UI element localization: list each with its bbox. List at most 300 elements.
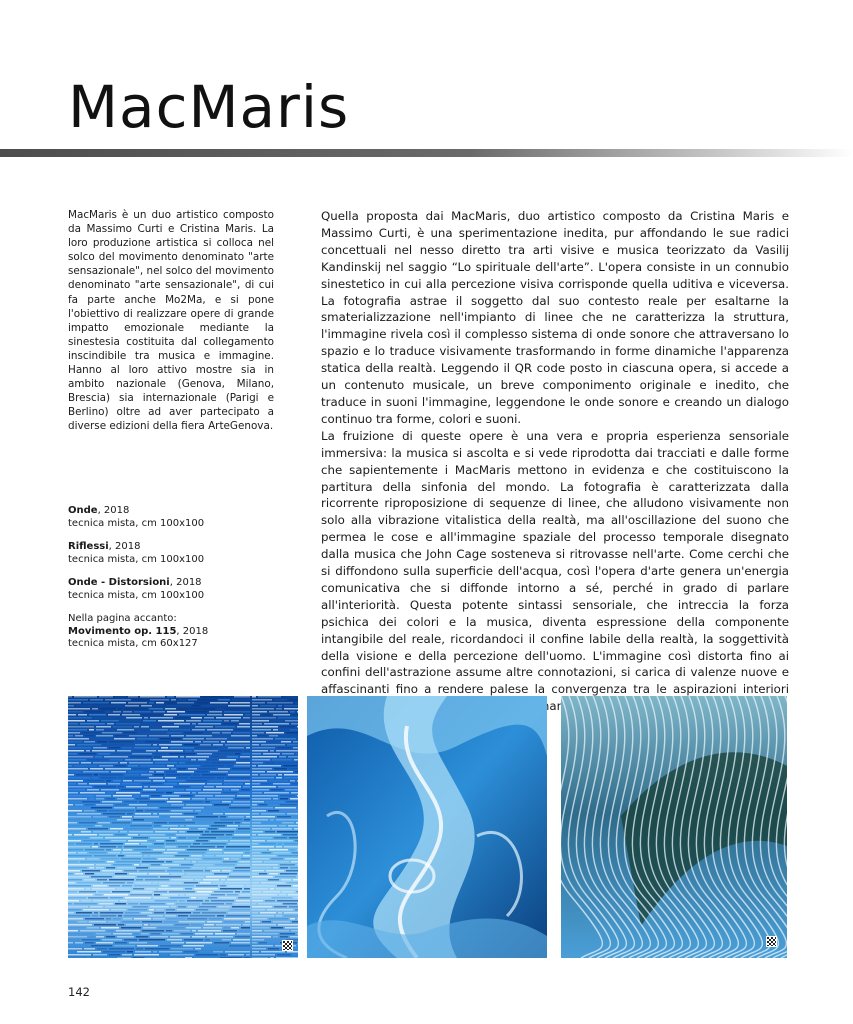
texture-stroke [175,717,189,719]
texture-stroke [293,885,298,887]
texture-stroke [141,864,149,866]
texture-stroke [224,783,243,785]
texture-stroke [202,705,226,707]
texture-stroke [252,930,262,932]
texture-stroke [135,744,151,746]
texture-stroke [100,774,123,776]
texture-stroke [81,900,91,902]
texture-stroke [85,942,94,944]
texture-stroke [293,747,298,749]
texture-stroke [134,726,139,728]
texture-stroke [128,696,138,698]
texture-stroke [280,867,288,869]
texture-stroke [176,696,200,698]
texture-stroke [115,696,126,698]
texture-stroke [292,852,298,854]
texture-stroke [98,891,110,893]
texture-stroke [106,711,111,713]
texture-stroke [153,744,157,746]
texture-stroke [224,780,250,782]
texture-stroke [270,750,274,752]
texture-stroke [252,939,264,941]
texture-stroke [94,717,116,719]
texture-stroke [117,936,134,938]
texture-stroke [150,729,168,731]
texture-stroke [68,720,85,722]
texture-stroke [146,888,156,890]
texture-stroke [149,771,154,773]
texture-stroke [68,786,92,788]
texture-stroke [291,861,298,863]
texture-stroke [171,804,184,806]
work-item [68,577,274,602]
texture-stroke [273,714,290,716]
texture-stroke [215,726,235,728]
texture-stroke [269,711,288,713]
texture-stroke [233,732,250,734]
texture-stroke [198,828,206,830]
texture-stroke [235,936,250,938]
texture-stroke [239,723,250,725]
texture-stroke [193,705,200,707]
texture-stroke [68,702,81,704]
texture-stroke [186,804,212,806]
texture-stroke [252,723,262,725]
texture-stroke [186,927,201,929]
texture-stroke [252,786,276,788]
texture-stroke [78,921,87,923]
texture-stroke [287,813,298,815]
texture-stroke [140,834,165,836]
texture-stroke [171,810,193,812]
texture-stroke [124,708,147,710]
texture-stroke [68,840,81,842]
texture-stroke [174,723,190,725]
texture-stroke [280,936,288,938]
texture-stroke [101,858,119,860]
texture-stroke [127,951,133,953]
texture-stroke [242,891,250,893]
texture-stroke [225,744,250,746]
texture-stroke [192,798,205,800]
adjacent-title: Movimento op. 115 [68,625,177,637]
texture-stroke [85,711,104,713]
texture-stroke [278,855,298,857]
texture-stroke [261,744,285,746]
texture-stroke [196,840,208,842]
texture-stroke [150,786,173,788]
texture-stroke [262,714,271,716]
texture-stroke [188,837,197,839]
texture-stroke [68,924,92,926]
texture-stroke [94,912,98,914]
texture-stroke [171,837,176,839]
texture-stroke [202,696,224,698]
texture-stroke [102,801,122,803]
texture-stroke [229,876,250,878]
texture-stroke [207,714,222,716]
texture-stroke [101,927,119,929]
texture-stroke [288,825,298,827]
texture-stroke [167,711,185,713]
texture-stroke [74,834,97,836]
texture-stroke [187,762,203,764]
texture-stroke [186,873,212,875]
texture-stroke [208,828,217,830]
texture-stroke [276,888,298,890]
texture-stroke [289,699,298,701]
texture-stroke [218,768,230,770]
texture-stroke [234,765,250,767]
texture-stroke [187,780,207,782]
texture-stroke [133,750,144,752]
texture-stroke [123,711,132,713]
texture-stroke [68,789,85,791]
texture-stroke [252,849,267,851]
texture-stroke [252,729,271,731]
texture-stroke [68,918,83,920]
texture-stroke [210,840,228,842]
texture-stroke [222,939,231,941]
texture-stroke [161,747,168,749]
texture-stroke [134,918,151,920]
texture-stroke [214,891,233,893]
texture-stroke [192,936,205,938]
texture-stroke [94,786,116,788]
texture-stroke [68,891,77,893]
texture-stroke [194,750,218,752]
texture-stroke [171,873,184,875]
texture-stroke [199,837,216,839]
texture-stroke [258,903,281,905]
texture-stroke [252,759,270,761]
texture-stroke [220,816,226,818]
texture-stroke [154,753,167,755]
texture-stroke [142,714,162,716]
texture-stroke [195,879,201,881]
texture-stroke [78,714,87,716]
texture-stroke [178,846,188,848]
texture-stroke [127,744,133,746]
texture-stroke [252,957,268,958]
texture-stroke [134,933,139,935]
texture-stroke [193,912,200,914]
texture-stroke [134,954,159,956]
texture-stroke [224,852,243,854]
texture-stroke [134,795,139,797]
texture-stroke [178,708,188,710]
texture-stroke [164,783,177,785]
texture-stroke [280,873,297,875]
work-technique: tecnica mista, cm 100x100 [68,553,205,565]
texture-stroke [85,918,104,920]
texture-stroke [142,783,162,785]
texture-stroke [162,894,178,896]
texture-stroke [252,765,256,767]
texture-stroke [203,927,222,929]
texture-stroke [145,948,169,950]
texture-stroke [252,705,258,707]
texture-stroke [135,951,151,953]
texture-stroke [139,939,165,941]
texture-stroke [68,750,84,752]
texture-stroke [158,819,183,821]
texture-stroke [113,933,132,935]
texture-stroke [149,708,163,710]
texture-stroke [231,735,250,737]
texture-stroke [68,951,75,953]
texture-stroke [214,942,229,944]
texture-stroke [170,798,190,800]
texture-stroke [195,726,213,728]
texture-stroke [126,717,142,719]
texture-stroke [234,834,250,836]
texture-stroke [87,789,99,791]
texture-stroke [185,819,192,821]
texture-stroke [88,759,108,761]
texture-stroke [195,795,213,797]
texture-stroke [242,822,250,824]
texture-stroke [275,876,296,878]
texture-stroke [239,930,250,932]
texture-stroke [166,930,172,932]
texture-stroke [269,849,288,851]
texture-stroke [284,705,298,707]
texture-stroke [221,948,225,950]
texture-stroke [133,888,144,890]
texture-stroke [186,858,201,860]
texture-stroke [111,840,126,842]
texture-stroke [181,864,193,866]
texture-stroke [134,885,159,887]
texture-stroke [196,909,208,911]
texture-stroke [221,741,225,743]
texture-stroke [167,903,174,905]
texture-stroke [68,870,80,872]
texture-stroke [68,828,86,830]
texture-stroke [252,948,266,950]
texture-stroke [150,867,168,869]
texture-stroke [106,867,115,869]
texture-stroke [164,921,177,923]
texture-stroke [68,879,82,881]
texture-stroke [117,888,131,890]
texture-stroke [101,789,119,791]
texture-stroke [103,744,125,746]
texture-stroke [68,708,90,710]
texture-stroke [252,741,266,743]
texture-stroke [142,852,162,854]
texture-stroke [137,738,158,740]
texture-stroke [159,882,182,884]
texture-stroke [161,816,168,818]
texture-stroke [141,705,152,707]
texture-stroke [134,780,151,782]
texture-stroke [102,939,122,941]
texture-stroke [207,798,233,800]
texture-stroke [125,828,151,830]
texture-stroke [68,885,91,887]
texture-stroke [230,840,250,842]
texture-stroke [270,819,274,821]
texture-stroke [294,897,298,899]
texture-stroke [214,804,229,806]
texture-stroke [170,954,194,956]
texture-stroke [252,807,273,809]
texture-stroke [68,876,89,878]
texture-stroke [220,747,226,749]
texture-stroke [68,858,85,860]
texture-stroke [192,861,196,863]
texture-stroke [227,948,250,950]
texture-stroke [260,774,276,776]
texture-stroke [217,708,224,710]
texture-stroke [156,840,164,842]
texture-stroke [261,951,285,953]
texture-stroke [117,819,131,821]
texture-stroke [159,813,182,815]
texture-stroke [68,801,80,803]
texture-stroke [133,819,144,821]
texture-stroke [271,927,283,929]
texture-stroke [271,858,283,860]
texture-stroke [97,948,107,950]
texture-stroke [278,843,282,845]
texture-stroke [151,933,160,935]
texture-stroke [158,720,184,722]
texture-stroke [252,702,265,704]
texture-stroke [149,909,154,911]
texture-stroke [184,870,203,872]
texture-stroke [74,765,97,767]
texture-stroke [68,747,91,749]
texture-stroke [126,855,142,857]
texture-stroke [232,906,250,908]
texture-stroke [95,756,102,758]
texture-stroke [252,873,257,875]
texture-stroke [159,744,182,746]
texture-stroke [125,897,151,899]
article-body [321,208,789,715]
texture-stroke [68,867,87,869]
texture-stroke [273,867,278,869]
texture-stroke [252,942,257,944]
texture-stroke [68,765,72,767]
texture-stroke [252,843,258,845]
texture-stroke [190,708,215,710]
texture-stroke [281,810,291,812]
texture-stroke [196,771,208,773]
texture-stroke [288,894,298,896]
texture-stroke [97,741,107,743]
texture-stroke [245,783,250,785]
texture-stroke [238,759,250,761]
texture-stroke [191,786,202,788]
texture-stroke [278,912,282,914]
texture-stroke [220,819,242,821]
texture-stroke [264,930,289,932]
texture-stroke [68,792,78,794]
texture-stroke [166,774,191,776]
texture-stroke [273,936,278,938]
texture-stroke [96,726,111,728]
texture-stroke [166,702,175,704]
texture-stroke [176,834,200,836]
texture-stroke [246,954,250,956]
texture-stroke [197,822,212,824]
texture-stroke [289,837,298,839]
texture-stroke [270,888,274,890]
texture-stroke [184,882,198,884]
page-title: MacMaris [68,73,350,141]
texture-stroke [68,711,83,713]
texture-stroke [262,852,271,854]
texture-stroke [199,699,216,701]
texture-stroke [128,771,147,773]
texture-stroke [68,768,88,770]
texture-stroke [96,936,104,938]
texture-stroke [228,843,250,845]
texture-stroke [278,774,282,776]
texture-stroke [93,747,107,749]
texture-stroke [219,759,236,761]
texture-stroke [200,813,211,815]
texture-stroke [160,807,181,809]
texture-stroke [297,918,298,920]
texture-stroke [224,921,243,923]
texture-stroke [139,870,165,872]
texture-stroke [150,906,169,908]
texture-stroke [153,849,165,851]
texture-stroke [227,741,250,743]
texture-stroke [158,957,183,958]
texture-stroke [294,828,298,830]
texture-stroke [86,750,90,752]
texture-stroke [296,753,298,755]
texture-stroke [238,828,250,830]
texture-stroke [217,777,224,779]
texture-stroke [115,873,127,875]
adjacent-technique: tecnica mista, cm 60x127 [68,638,198,649]
texture-stroke [290,849,295,851]
texture-stroke [296,891,298,893]
texture-stroke [96,873,113,875]
texture-stroke [207,867,233,869]
work-year: , 2018 [97,505,130,516]
texture-stroke [267,909,293,911]
texture-stroke [231,804,250,806]
intro-text: MacMaris è un duo artistico composto da Massimo Curti e Cristina Maris. La loro produzione artistica si colloca nel solco del movimento denominato "arte sensazionale", nel solco del movimento denominato "arte sensazionale", di cui fa parte anche Mo2Ma, e si pone l'obiettivo di realizzare opere di grande impatto emozionale mediante la sinestesia costituita dal collegamento inscindibile tra musica e immagine. Hanno al loro attivo mostre sia in ambito nazionale (Genova, Milano, Brescia) sia internazionale (Parigi e Berlino) oltre ad aver partecipato a diverse edizioni della fiera ArteGenova. [68,209,274,433]
texture-stroke [68,825,93,827]
texture-stroke [89,852,106,854]
texture-stroke [187,711,207,713]
texture-stroke [164,714,177,716]
texture-stroke [129,735,147,737]
texture-stroke [162,795,179,797]
texture-stroke [153,951,157,953]
texture-stroke [252,780,267,782]
texture-stroke [290,918,295,920]
texture-stroke [161,885,168,887]
texture-stroke [80,723,105,725]
texture-stroke [252,882,259,884]
texture-stroke [103,813,125,815]
texture-stroke [240,756,250,758]
texture-stroke [270,957,274,958]
texture-stroke [111,771,126,773]
texture-stroke [123,849,132,851]
texture-stroke [84,741,95,743]
